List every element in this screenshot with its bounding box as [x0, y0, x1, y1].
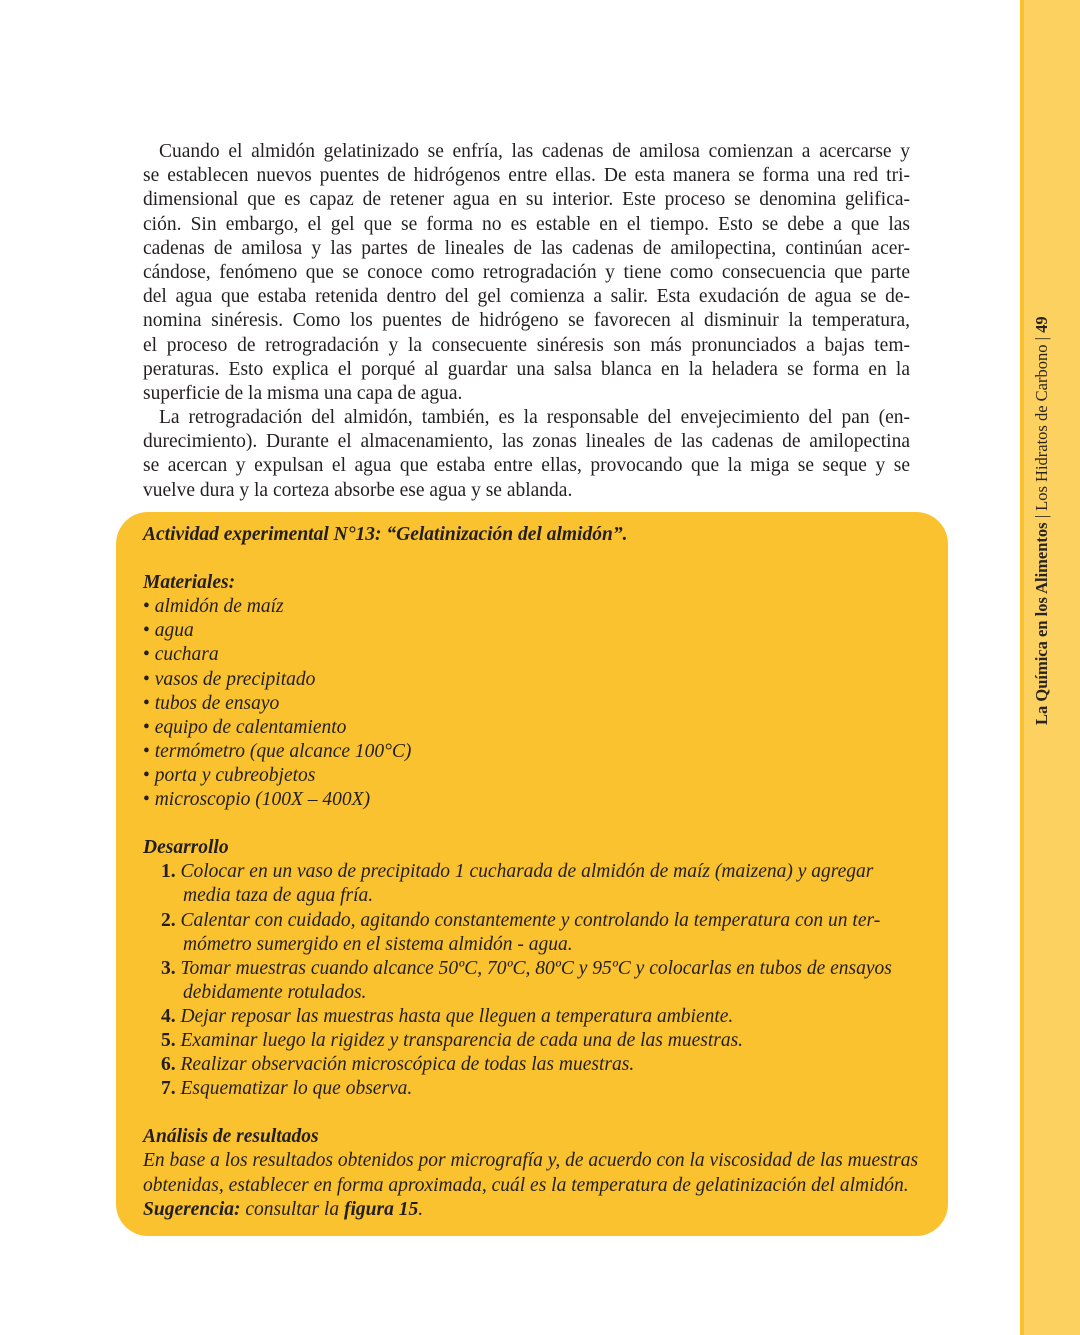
step-line [143, 909, 913, 933]
text-line: se establecen nuevos puentes de hidrógenos entre ellas. De esta manera se forma una red tri- [143, 165, 910, 187]
step-number: 7. [161, 1078, 176, 1100]
running-header [1030, 305, 1054, 725]
material-label: microscopio (100X – 400X) [154, 789, 371, 811]
step-line [143, 860, 913, 884]
bullet-icon: • [143, 740, 155, 762]
spacer [143, 547, 913, 571]
text-line: peraturas. Esto explica el porqué al guardar una salsa blanca en la heladera se forma en la [143, 358, 910, 380]
figure-reference: figura 15 [343, 1198, 419, 1220]
material-label: cuchara [154, 644, 219, 666]
step-text: Colocar en un vaso de precipitado 1 cucharada de almidón de maíz (maizena) y agregar [180, 861, 874, 883]
spacer [143, 812, 913, 836]
material-item [143, 716, 913, 740]
bullet-icon: • [143, 764, 155, 786]
material-item [143, 668, 913, 692]
text-line: el proceso de retrogradación y la consecuente sinéresis son más pronunciados a bajas tem- [143, 334, 910, 356]
text-line: cándose, fenómeno que se conoce como retrogradación y tiene como consecuencia que parte [143, 261, 910, 283]
bullet-icon: • [143, 668, 155, 690]
page-number: 49 [1032, 316, 1051, 333]
step-text: debidamente rotulados. [183, 981, 367, 1003]
text-line: se acercan y expulsan el agua que estaba entre ellas, provocando que la miga se seque y se [143, 455, 910, 477]
suggestion [143, 1198, 913, 1222]
material-label: almidón de maíz [154, 596, 284, 618]
text-line: del agua que estaba retenida dentro del gel comienza a salir. Esta exudación de agua se de- [143, 286, 910, 308]
material-item [143, 643, 913, 667]
step-text: Esquematizar lo que observa. [180, 1078, 413, 1100]
spacer [143, 1101, 913, 1125]
step-number: 6. [161, 1054, 176, 1076]
material-item [143, 740, 913, 764]
development-heading: Desarrollo [143, 837, 229, 859]
step-text: Examinar luego la rigidez y transparencia de cada una de las muestras. [180, 1029, 744, 1051]
activity-title: Actividad experimental N°13: “Gelatinización del almidón”. [143, 524, 628, 545]
separator: | [1032, 337, 1051, 341]
analysis-heading: Análisis de resultados [143, 1126, 319, 1148]
step-line [143, 1077, 913, 1101]
separator: | [1032, 514, 1051, 519]
text-line: dimensional que es capaz de retener agua en su interior. Este proceso se denomina gelifica- [143, 189, 910, 211]
material-label: agua [154, 620, 194, 642]
step-text: Dejar reposar las muestras hasta que lleguen a temperatura ambiente. [180, 1005, 734, 1027]
activity-content [143, 523, 919, 1222]
material-label: tubos de ensayo [154, 692, 280, 714]
step-line [143, 1029, 913, 1053]
step-line [143, 957, 913, 981]
text-line: La retrogradación del almidón, también, es la responsable del envejecimiento del pan (en- [159, 407, 910, 429]
step-number: 1. [161, 861, 176, 883]
step-line [143, 1053, 913, 1077]
materials-heading: Materiales: [143, 572, 236, 594]
step-text: media taza de agua fría. [183, 885, 374, 907]
material-item [143, 764, 913, 788]
step-number: 5. [161, 1029, 176, 1051]
material-label: porta y cubreobjetos [154, 764, 316, 786]
step-text: Tomar muestras cuando alcance 50ºC, 70ºC, 80ºC y 95ºC y colocarlas en tubos de ensayos [180, 957, 892, 979]
text-line: superficie de la misma una capa de agua. [143, 382, 463, 404]
material-item [143, 692, 913, 716]
analysis-line: En base a los resultados obtenidos por micrografía y, de acuerdo con la viscosidad de las muestras [143, 1150, 919, 1172]
step-text: Realizar observación microscópica de todas las muestras. [180, 1054, 635, 1076]
step-text: mómetro sumergido en el sistema almidón - agua. [183, 933, 573, 955]
bullet-icon: • [143, 596, 155, 618]
step-number: 4. [161, 1005, 176, 1027]
body-text [143, 140, 910, 503]
step-line [143, 1005, 913, 1029]
bullet-icon: • [143, 789, 155, 811]
material-item [143, 595, 913, 619]
chapter-title: Los Hidratos de Carbono [1032, 344, 1051, 511]
text-line: cadenas de amilosa y las partes de lineales de las cadenas de amilopectina, continúan acer- [143, 237, 910, 259]
step-number: 3. [161, 957, 176, 979]
suggestion-end: . [418, 1198, 424, 1220]
book-title: La Química en los Alimentos [1032, 522, 1051, 725]
bullet-icon: • [143, 620, 155, 642]
analysis-line: obtenidas, establecer en forma aproximada, cuál es la temperatura de gelatinización del almidón. [143, 1174, 909, 1196]
text-line: durecimiento). Durante el almacenamiento, las zonas lineales de las cadenas de amilopectina [143, 431, 910, 453]
text-line: ción. Sin embargo, el gel que se forma no es estable en el tiempo. Esto se debe a que las [143, 213, 910, 235]
text-line: Cuando el almidón gelatinizado se enfría, las cadenas de amilosa comienzan a acercarse y [159, 141, 910, 162]
bullet-icon: • [143, 716, 155, 738]
material-label: vasos de precipitado [154, 668, 316, 690]
material-item [143, 788, 913, 812]
step-line [143, 884, 913, 908]
step-number: 2. [161, 909, 176, 931]
step-line [143, 933, 913, 957]
material-label: termómetro (que alcance 100°C) [154, 740, 412, 762]
material-label: equipo de calentamiento [154, 716, 347, 738]
material-item [143, 619, 913, 643]
suggestion-label: Sugerencia: [143, 1198, 241, 1220]
text-line: vuelve dura y la corteza absorbe ese agua y se ablanda. [143, 479, 573, 501]
step-text: Calentar con cuidado, agitando constantemente y controlando la temperatura con un ter- [180, 909, 881, 931]
bullet-icon: • [143, 692, 155, 714]
text-line: nomina sinéresis. Como los puentes de hidrógeno se favorecen al disminuir la temperatura, [143, 310, 910, 332]
suggestion-text: consultar la [240, 1198, 344, 1220]
step-line [143, 981, 913, 1005]
bullet-icon: • [143, 644, 155, 666]
